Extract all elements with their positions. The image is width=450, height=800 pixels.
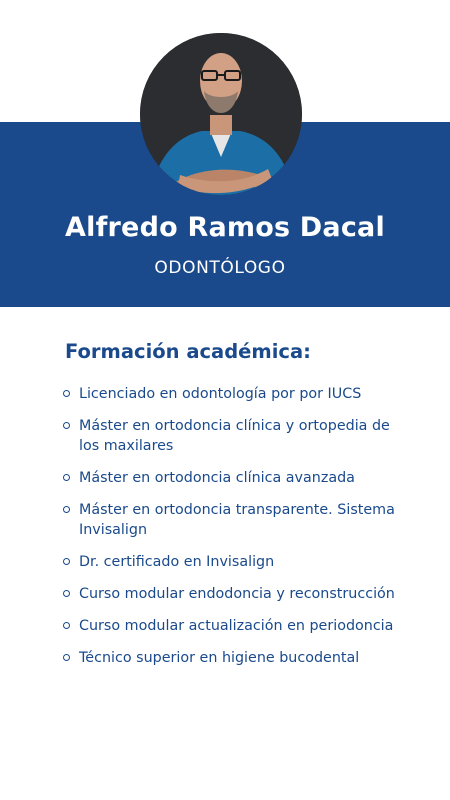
list-item [63,584,408,604]
section-title: Formación académica: [65,340,311,363]
list-item-text: Curso modular actualización en periodoncia [79,618,394,634]
list-item-text: Máster en ortodoncia clínica y ortopedia de los maxilares [79,418,390,454]
bullet-icon [63,506,70,513]
list-item-text: Técnico superior en higiene bucodental [79,650,360,666]
list-item [63,416,408,456]
list-item [63,384,408,404]
list-item-text: Dr. certificado en Invisalign [79,554,275,570]
bullet-icon [63,422,70,429]
list-item [63,552,408,572]
doctor-role: ODONTÓLOGO [154,258,286,278]
avatar [140,33,302,195]
list-item [63,500,408,540]
bullet-icon [63,654,70,661]
bullet-icon [63,390,70,397]
bullet-icon [63,558,70,565]
bullet-icon [63,622,70,629]
list-item [63,648,408,668]
portrait-photo [140,33,302,195]
list-item-text: Licenciado en odontología por por IUCS [79,386,362,402]
doctor-name: Alfredo Ramos Dacal [65,212,385,243]
bullet-icon [63,474,70,481]
list-item [63,616,408,636]
list-item-text: Máster en ortodoncia transparente. Sistema Invisalign [79,502,395,538]
list-item-text: Curso modular endodoncia y reconstrucción [79,586,395,602]
bullet-icon [63,590,70,597]
list-item-text: Máster en ortodoncia clínica avanzada [79,470,355,486]
list-item [63,468,408,488]
education-list [63,384,408,680]
